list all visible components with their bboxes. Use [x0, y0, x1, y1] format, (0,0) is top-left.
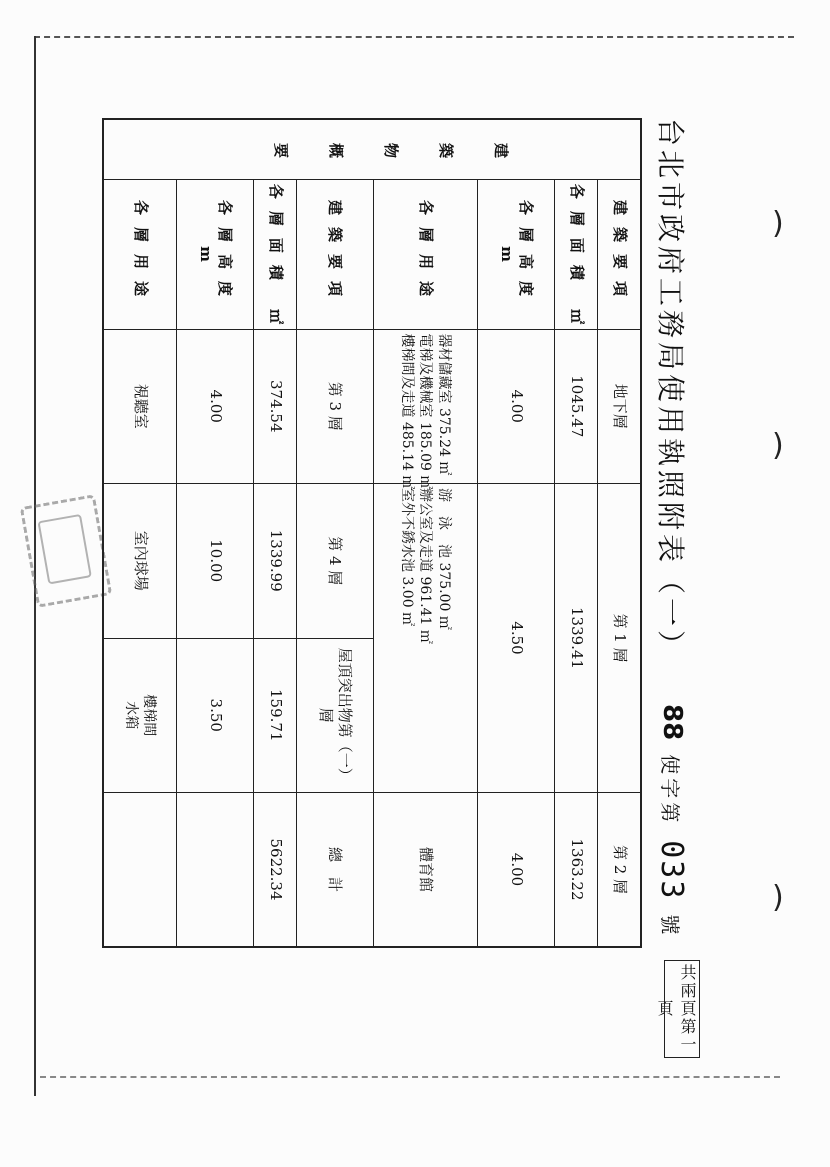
- floor-cell: 第 4 層: [296, 484, 373, 639]
- permit-type-label: 使字第: [658, 754, 683, 827]
- binding-hole-mark: ): [772, 880, 784, 915]
- height-cell: 4.00: [477, 329, 554, 484]
- use-cell: 視聽室: [103, 329, 176, 484]
- row-header: 各層用途: [373, 179, 477, 329]
- document-header: [642, 118, 702, 948]
- floor-cell: 第 1 層: [597, 484, 641, 793]
- table-row: [373, 119, 477, 947]
- document-title: 台北市政府工務局使用執照附表（一）: [654, 118, 687, 663]
- year-label: 88: [657, 704, 687, 741]
- table-row: [597, 119, 641, 947]
- area-cell: 374.54: [253, 329, 296, 484]
- row-header: 建築要項: [296, 179, 373, 329]
- height-cell: 4.00: [477, 793, 554, 948]
- row-header: 各層用途: [103, 179, 176, 329]
- area-cell: 1363.22: [554, 793, 597, 948]
- use-cell: 游 泳 池 375.00 ㎡ 辦公室及走道 961.41 ㎡ 室外不銹水池 3.00 ㎡: [373, 484, 477, 793]
- floor-cell: 屋頂突出物第（一）層: [296, 638, 373, 793]
- use-cell: 樓梯間 水箱: [103, 638, 176, 793]
- page-edge-bottom: [40, 1076, 780, 1078]
- table-row: [477, 119, 554, 947]
- building-summary-table: [102, 118, 642, 948]
- binding-hole-mark: ): [772, 428, 784, 463]
- floor-cell: 第 2 層: [597, 793, 641, 948]
- height-cell: 4.50: [477, 484, 554, 793]
- height-cell: 10.00: [176, 484, 253, 639]
- row-header: 各層高度 m: [176, 179, 253, 329]
- row-header: 各層面積 ㎡: [554, 179, 597, 329]
- use-cell: 器材儲藏室 375.24 ㎡ 電梯及機械室 185.09 ㎡ 樓梯間及走道 485.14 ㎡: [373, 329, 477, 484]
- page-count-label: 共兩頁第一頁: [664, 960, 700, 1058]
- floor-cell: 第 3 層: [296, 329, 373, 484]
- area-cell: 1339.41: [554, 484, 597, 793]
- height-cell: [176, 793, 253, 948]
- row-header: 各層面積 ㎡: [253, 179, 296, 329]
- floor-cell: 總 計: [296, 793, 373, 948]
- height-cell: 3.50: [176, 638, 253, 793]
- area-cell: 1045.47: [554, 329, 597, 484]
- area-cell: 1339.99: [253, 484, 296, 639]
- use-cell: 室內球場: [103, 484, 176, 639]
- permit-attachment: [94, 108, 712, 968]
- table-row: [296, 119, 373, 947]
- row-header: 各層高度 m: [477, 179, 554, 329]
- page-edge-top: [34, 36, 794, 38]
- permit-number: 033: [654, 840, 690, 901]
- section-label: 建築物概要: [103, 119, 641, 179]
- area-cell: 5622.34: [253, 793, 296, 948]
- table-row: [176, 119, 253, 947]
- use-cell: 體育館: [373, 793, 477, 948]
- binding-hole-mark: ): [772, 206, 784, 241]
- table-row: [103, 119, 176, 947]
- use-cell: [103, 793, 176, 948]
- area-cell: 159.71: [253, 638, 296, 793]
- table-row: [554, 119, 597, 947]
- floor-cell: 地下層: [597, 329, 641, 484]
- number-suffix: 號: [658, 914, 683, 939]
- height-cell: 4.00: [176, 329, 253, 484]
- row-header: 建築要項: [597, 179, 641, 329]
- rotated-document: [94, 108, 712, 968]
- table-row: [253, 119, 296, 947]
